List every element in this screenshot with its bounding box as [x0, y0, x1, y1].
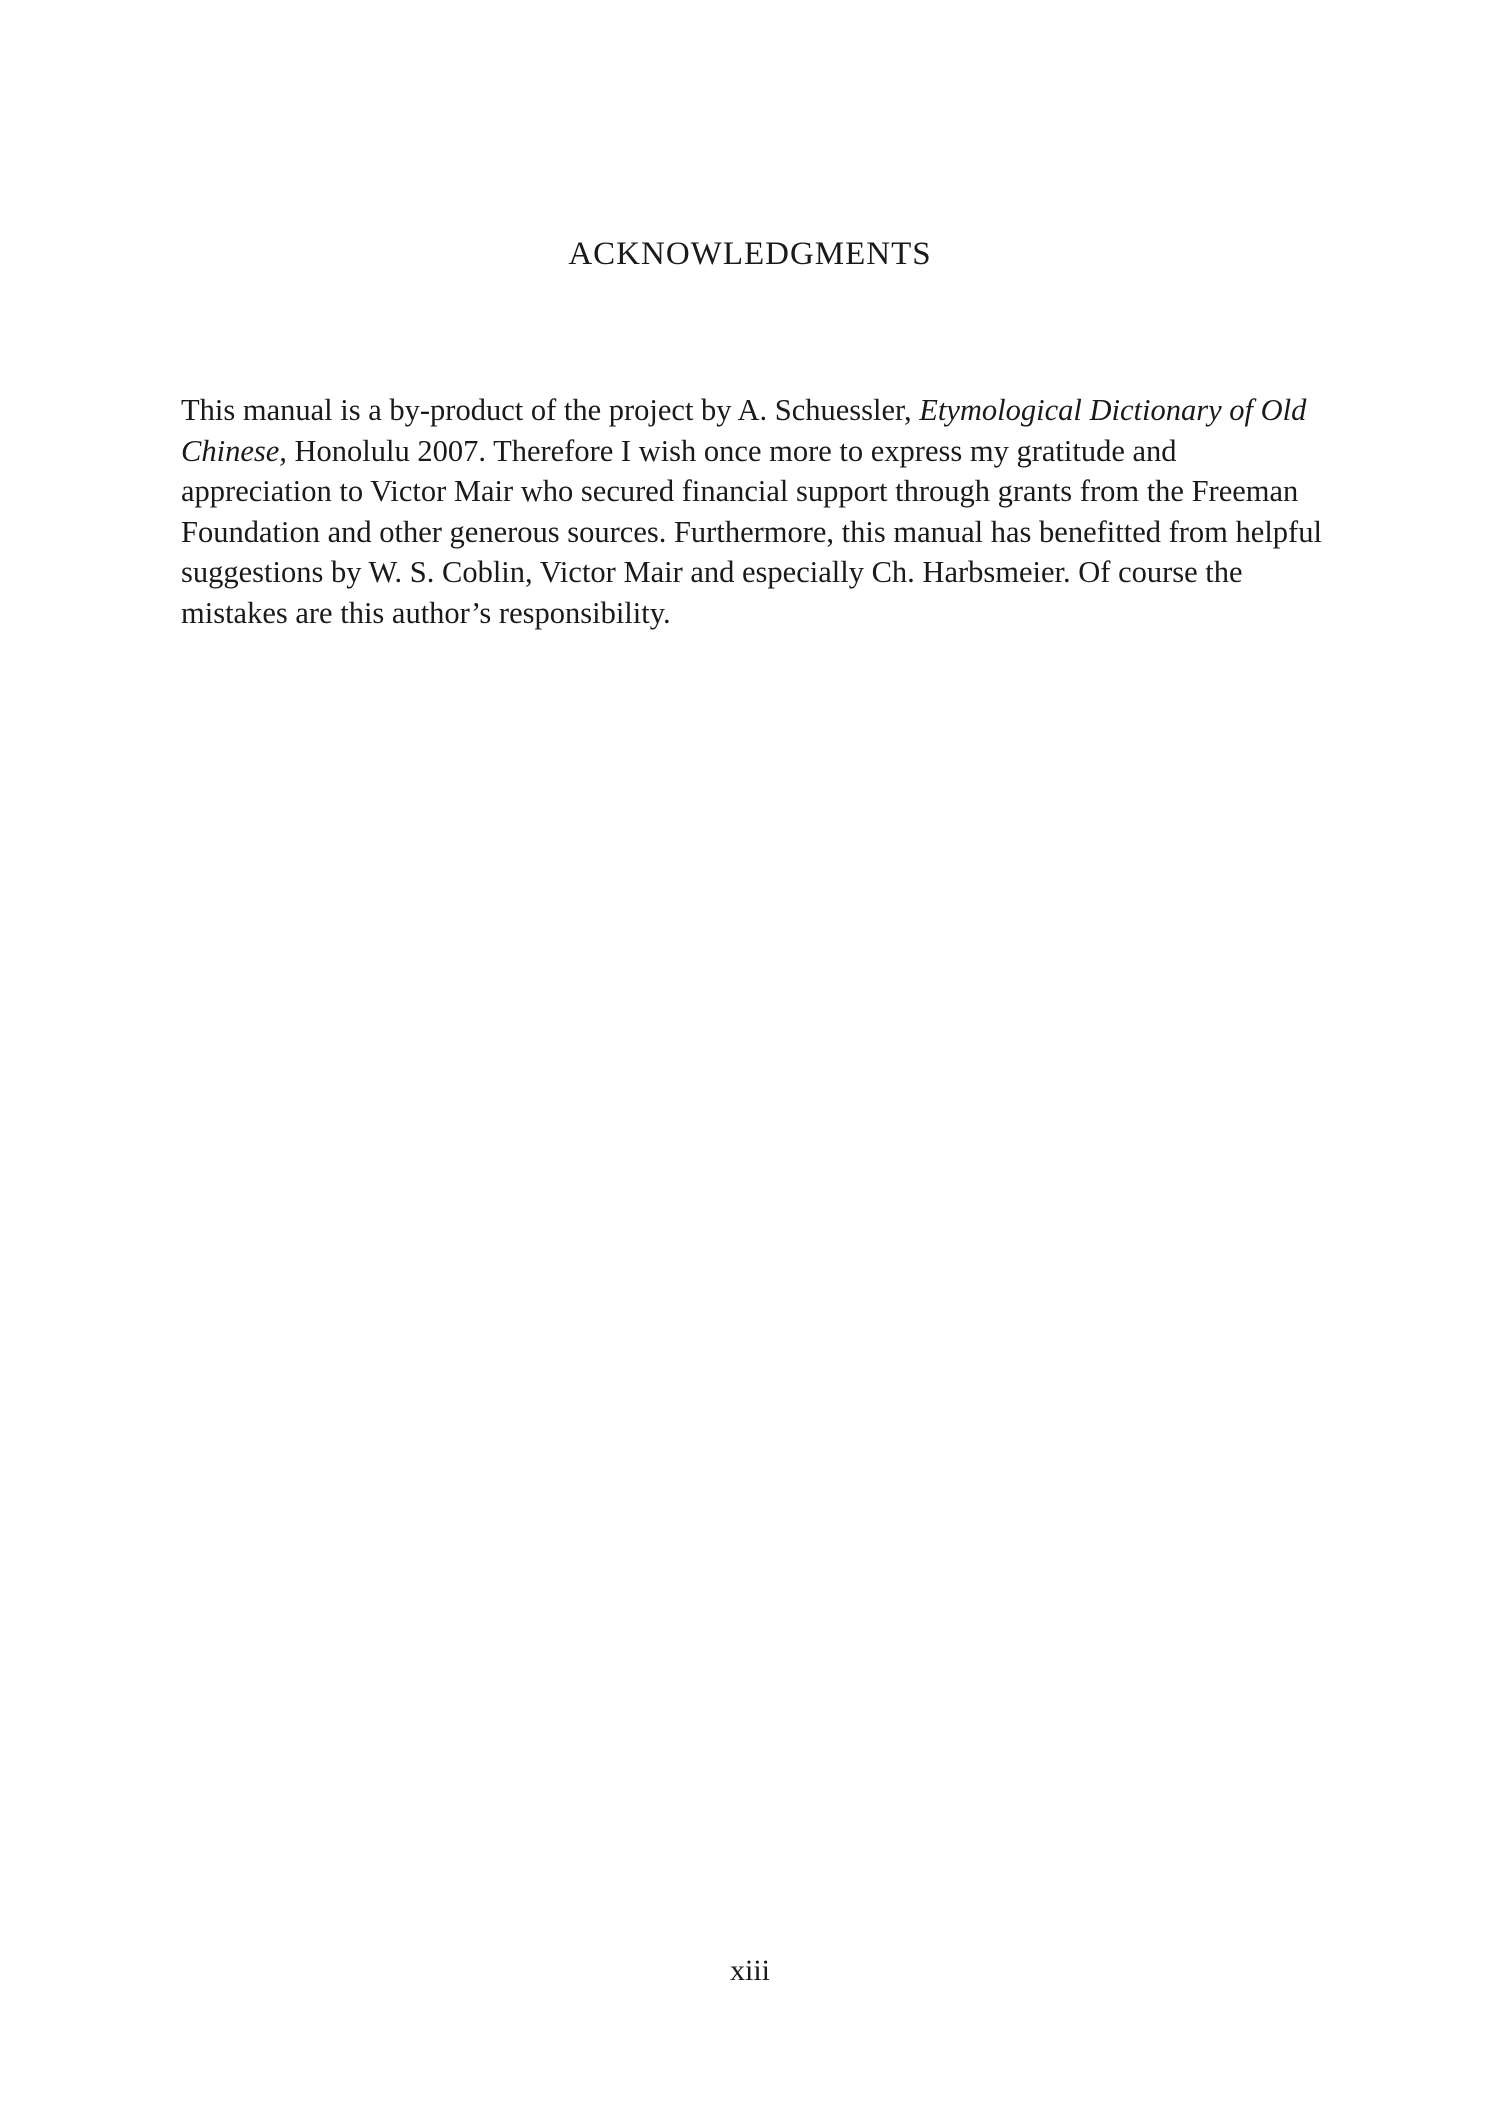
page-number: xiii: [729, 1954, 770, 1987]
acknowledgments-paragraph: [181, 390, 1331, 633]
book-title: Etymological Dictionary of Old Chinese,: [181, 393, 1307, 468]
paragraph-rest: Honolulu 2007. Therefore I wish once more to express my gratitude and appreciation to Victor Mair who secured financial support through grants from the Freeman Foundation and other generous sources. Furthermore, this manual has benefitted from helpful suggestions by W. S. Coblin, Victor Mair and especially Ch. Harbsmeier. Of course the mistakes are this author’s responsibility.: [181, 433, 1322, 630]
page-title: ACKNOWLEDGMENTS: [568, 236, 932, 272]
paragraph-lead: This manual is a by-product of the project by A. Schuessler,: [181, 393, 920, 427]
